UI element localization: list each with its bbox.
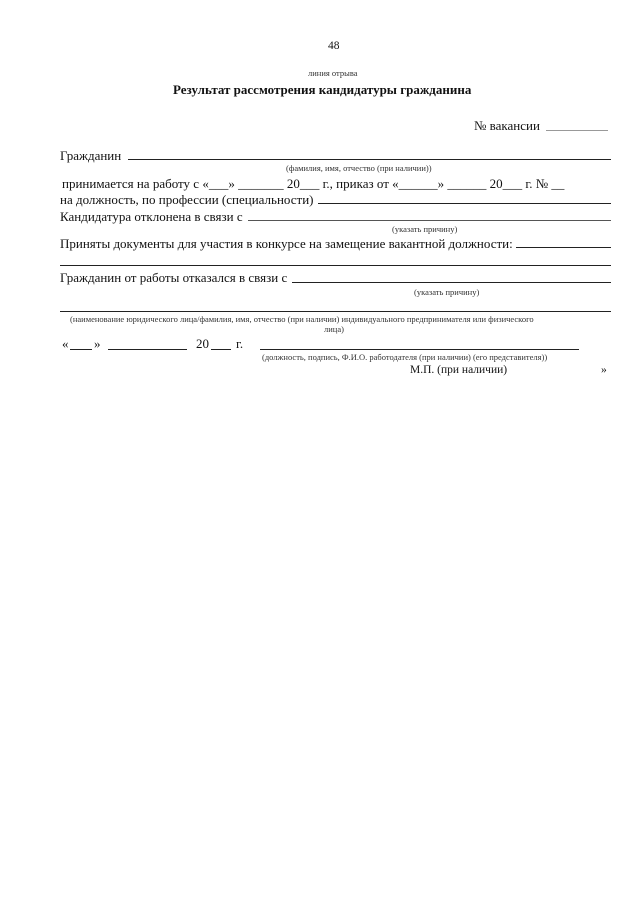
page-title: Результат рассмотрения кандидатуры гражданина bbox=[173, 82, 472, 97]
position-field[interactable] bbox=[318, 203, 611, 204]
documents-label: Приняты документы для участия в конкурсе на замещение вакантной должности: bbox=[60, 236, 513, 251]
signature-caption: (должность, подпись, Ф.И.О. работодателя (при наличии) (его представителя)) bbox=[262, 352, 548, 362]
documents-continuation-field[interactable] bbox=[60, 265, 611, 266]
citizen-label: Гражданин bbox=[60, 148, 122, 163]
stamp-label: М.П. (при наличии) bbox=[410, 364, 508, 376]
position-label: на должность, по профессии (специальности) bbox=[60, 192, 314, 207]
signature-field[interactable] bbox=[260, 349, 579, 350]
employer-caption-1: (наименование юридического лица/фамилия, имя, отчество (при наличии) индивидуального предпринимателя или физического bbox=[70, 314, 534, 324]
trailing-quote: » bbox=[601, 364, 607, 376]
citizen-fio-field[interactable] bbox=[128, 159, 611, 160]
fio-caption: (фамилия, имя, отчество (при наличии)) bbox=[286, 163, 432, 173]
date-g-suffix: г. bbox=[236, 336, 244, 351]
refused-label: Гражданин от работы отказался в связи с bbox=[60, 270, 288, 285]
date-year-prefix: 20 bbox=[196, 336, 209, 351]
vacancy-label: № вакансии bbox=[474, 118, 540, 133]
date-month-field[interactable] bbox=[108, 349, 187, 350]
rejected-label: Кандидатура отклонена в связи с bbox=[60, 209, 243, 224]
date-close-quote: » bbox=[94, 336, 101, 351]
reason-caption-2: (указать причину) bbox=[414, 287, 480, 297]
date-open-quote: « bbox=[62, 336, 69, 351]
refused-reason-field[interactable] bbox=[292, 282, 611, 283]
date-year-field[interactable] bbox=[211, 349, 231, 350]
employer-name-field[interactable] bbox=[60, 311, 611, 312]
reason-caption-1: (указать причину) bbox=[392, 224, 458, 234]
accepted-line: принимается на работу с «___» _______ 20___ г., приказ от «______» ______ 20___ г. № __ bbox=[62, 176, 565, 191]
vacancy-number-field[interactable] bbox=[546, 130, 608, 131]
rejected-reason-field[interactable] bbox=[248, 220, 611, 221]
documents-field[interactable] bbox=[516, 247, 611, 248]
date-day-field[interactable] bbox=[70, 349, 92, 350]
page-number: 48 bbox=[328, 40, 340, 52]
employer-caption-2: лица) bbox=[324, 324, 344, 334]
cut-line-label: линия отрыва bbox=[308, 68, 358, 78]
